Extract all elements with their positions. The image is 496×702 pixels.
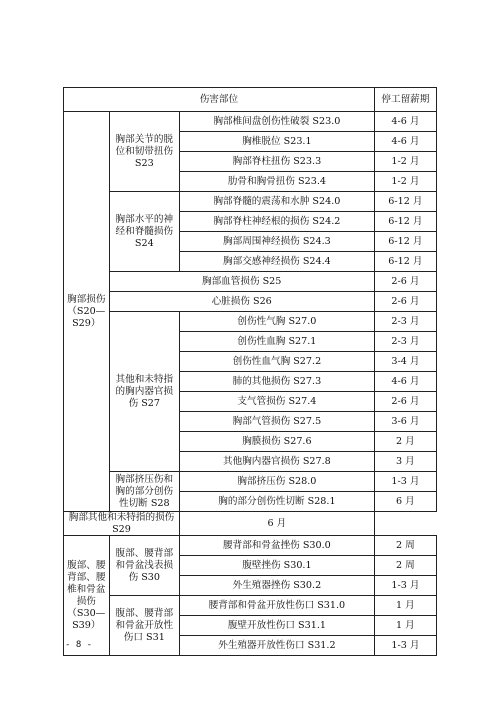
leave-period: 2-6 月 [374, 392, 436, 412]
leave-period: 3-4 月 [374, 352, 436, 372]
leave-period: 1 月 [374, 616, 436, 636]
leave-period: 6-12 月 [374, 212, 436, 232]
injury-item: 外生殖器开放性伤口 S31.2 [180, 636, 375, 656]
injury-item: 胸部气管损伤 S27.5 [180, 412, 375, 432]
group-name: 其他和未特指的胸内器官损伤 S27 [109, 312, 179, 472]
table-row [64, 596, 437, 616]
group-name: 腹部、腰背部和骨盆浅表损伤 S30 [109, 536, 179, 596]
injury-item: 腹壁开放性伤口 S31.1 [180, 616, 375, 636]
leave-period: 2 周 [374, 536, 436, 556]
injury-item: 胸部椎间盘创伤性破裂 S23.0 [180, 112, 375, 132]
injury-item: 胸部其他和未特指的损伤 S29 [64, 512, 180, 536]
group-name: 胸部关节的脱位和韧带扭伤 S23 [109, 112, 179, 192]
leave-period: 1-3 月 [374, 636, 436, 656]
table-row [64, 272, 437, 292]
injury-item: 肺的其他损伤 S27.3 [180, 372, 375, 392]
section-name-chest: 胸部损伤（S20—S29） [64, 112, 110, 512]
injury-item: 创伤性气胸 S27.0 [180, 312, 375, 332]
leave-period: 4-6 月 [374, 132, 436, 152]
leave-period: 4-6 月 [374, 372, 436, 392]
table-row [64, 292, 437, 312]
section-name-abdomen: 腹部、腰背部、腰椎和骨盆损伤（S30—S39） [64, 536, 110, 656]
leave-period: 2 月 [374, 432, 436, 452]
leave-period: 2-6 月 [374, 292, 436, 312]
leave-period: 6 月 [374, 492, 436, 512]
table-row [64, 512, 437, 536]
injury-item: 胸椎脱位 S23.1 [180, 132, 375, 152]
leave-period: 1-2 月 [374, 152, 436, 172]
injury-item: 腰背部和骨盆开放性伤口 S31.0 [180, 596, 375, 616]
injury-item: 胸部交感神经损伤 S24.4 [180, 252, 375, 272]
injury-item: 胸部血管损伤 S25 [109, 272, 374, 292]
injury-item: 创伤性血胸 S27.1 [180, 332, 375, 352]
injury-item: 胸部脊柱扭伤 S23.3 [180, 152, 375, 172]
injury-item: 胸的部分创伤性切断 S28.1 [180, 492, 375, 512]
leave-period: 1-2 月 [374, 172, 436, 192]
leave-period: 6-12 月 [374, 232, 436, 252]
leave-period: 3-6 月 [374, 412, 436, 432]
table-row [64, 112, 437, 132]
group-name: 胸部挤压伤和胸的部分创伤性切断 S28 [109, 472, 179, 512]
header-injury-part: 伤害部位 [64, 88, 375, 112]
injury-item: 腹壁挫伤 S30.1 [180, 556, 375, 576]
page-number: - 8 - [65, 640, 93, 650]
injury-item: 心脏损伤 S26 [109, 292, 374, 312]
group-name: 胸部水平的神经和脊髓损伤 S24 [109, 192, 179, 272]
leave-period: 2-6 月 [374, 272, 436, 292]
injury-item: 外生殖器挫伤 S30.2 [180, 576, 375, 596]
injury-item: 胸部脊柱神经根的损伤 S24.2 [180, 212, 375, 232]
table-header-row [64, 88, 437, 112]
table-row [64, 192, 437, 212]
injury-item: 胸部脊髓的震荡和水肿 S24.0 [180, 192, 375, 212]
injury-item: 胸膜损伤 S27.6 [180, 432, 375, 452]
leave-period: 2 周 [374, 556, 436, 576]
group-name: 腹部、腰背部和骨盆开放性伤口 S31 [109, 596, 179, 656]
leave-period: 4-6 月 [374, 112, 436, 132]
injury-item: 胸部挤压伤 S28.0 [180, 472, 375, 492]
injury-item: 其他胸内器官损伤 S27.8 [180, 452, 375, 472]
leave-period: 6-12 月 [374, 192, 436, 212]
leave-period: 6 月 [180, 512, 375, 536]
injury-item: 腰背部和骨盆挫伤 S30.0 [180, 536, 375, 556]
injury-item: 胸部周围神经损伤 S24.3 [180, 232, 375, 252]
header-leave-period: 停工留薪期 [374, 88, 436, 112]
table-row [64, 536, 437, 556]
leave-period: 2-3 月 [374, 332, 436, 352]
injury-item: 创伤性血气胸 S27.2 [180, 352, 375, 372]
injury-item: 肋骨和胸骨扭伤 S23.4 [180, 172, 375, 192]
leave-period: 3 月 [374, 452, 436, 472]
injury-period-table [63, 87, 437, 656]
injury-item: 支气管损伤 S27.4 [180, 392, 375, 412]
leave-period: 6-12 月 [374, 252, 436, 272]
table-row [64, 472, 437, 492]
table-row [64, 312, 437, 332]
leave-period: 2-3 月 [374, 312, 436, 332]
leave-period: 1 月 [374, 596, 436, 616]
leave-period: 1-3 月 [374, 576, 436, 596]
leave-period: 1-3 月 [374, 472, 436, 492]
